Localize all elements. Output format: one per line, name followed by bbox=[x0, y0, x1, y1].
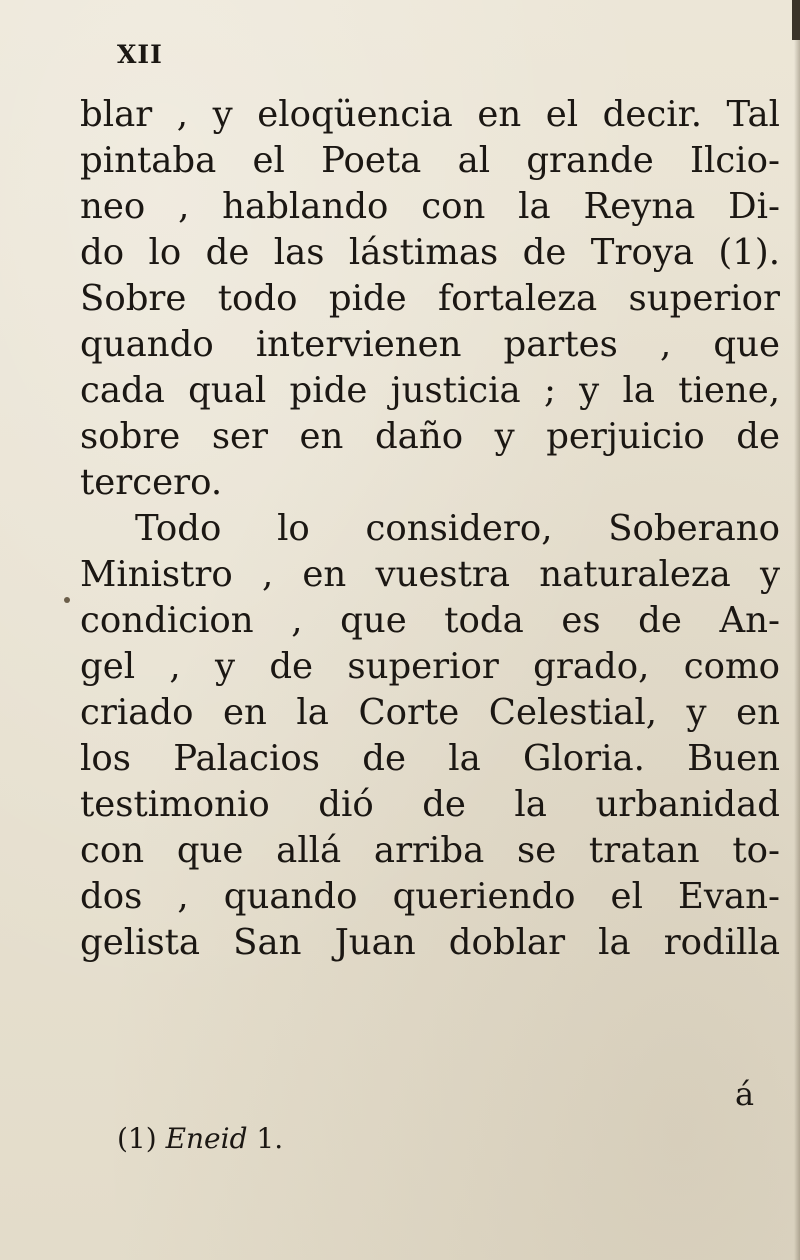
footnote-reference: Eneid bbox=[165, 1122, 248, 1155]
catchword: á bbox=[735, 1075, 755, 1113]
text-line: gelista San Juan doblar la rodilla bbox=[80, 922, 780, 963]
text-line: cada qual pide justicia ; y la tiene, bbox=[80, 370, 780, 411]
text-line: pintaba el Poeta al grande Ilcio- bbox=[80, 140, 780, 181]
footnote-number: 1. bbox=[256, 1122, 284, 1155]
text-line: los Palacios de la Gloria. Buen bbox=[80, 738, 780, 779]
text-line: sobre ser en daño y perjuicio de bbox=[80, 416, 780, 457]
body-text bbox=[80, 92, 780, 966]
footnote-marker: (1) bbox=[117, 1122, 157, 1155]
text-line: criado en la Corte Celestial, y en bbox=[80, 692, 780, 733]
page-corner-stain bbox=[792, 0, 800, 40]
text-line: Sobre todo pide fortaleza superior bbox=[80, 278, 780, 319]
text-line: condicion , que toda es de An- bbox=[80, 600, 780, 641]
text-line: Ministro , en vuestra naturaleza y bbox=[80, 554, 780, 595]
footnote bbox=[117, 1122, 283, 1155]
page-edge-shadow bbox=[794, 0, 800, 1260]
text-line: quando intervienen partes , que bbox=[80, 324, 780, 365]
text-line: dos , quando queriendo el Evan- bbox=[80, 876, 780, 917]
text-line: gel , y de superior grado, como bbox=[80, 646, 780, 687]
text-line: con que allá arriba se tratan to- bbox=[80, 830, 780, 871]
text-line: blar , y eloqüencia en el decir. Tal bbox=[80, 94, 780, 135]
page-number-header: XII bbox=[117, 40, 163, 69]
text-line: neo , hablando con la Reyna Di- bbox=[80, 186, 780, 227]
text-line: testimonio dió de la urbanidad bbox=[80, 784, 780, 825]
ink-speck bbox=[64, 597, 70, 603]
text-line: do lo de las lástimas de Troya (1). bbox=[80, 232, 780, 273]
paragraph-start-line: Todo lo considero, Soberano bbox=[135, 508, 780, 549]
paragraph-end-line: tercero. bbox=[80, 462, 223, 503]
